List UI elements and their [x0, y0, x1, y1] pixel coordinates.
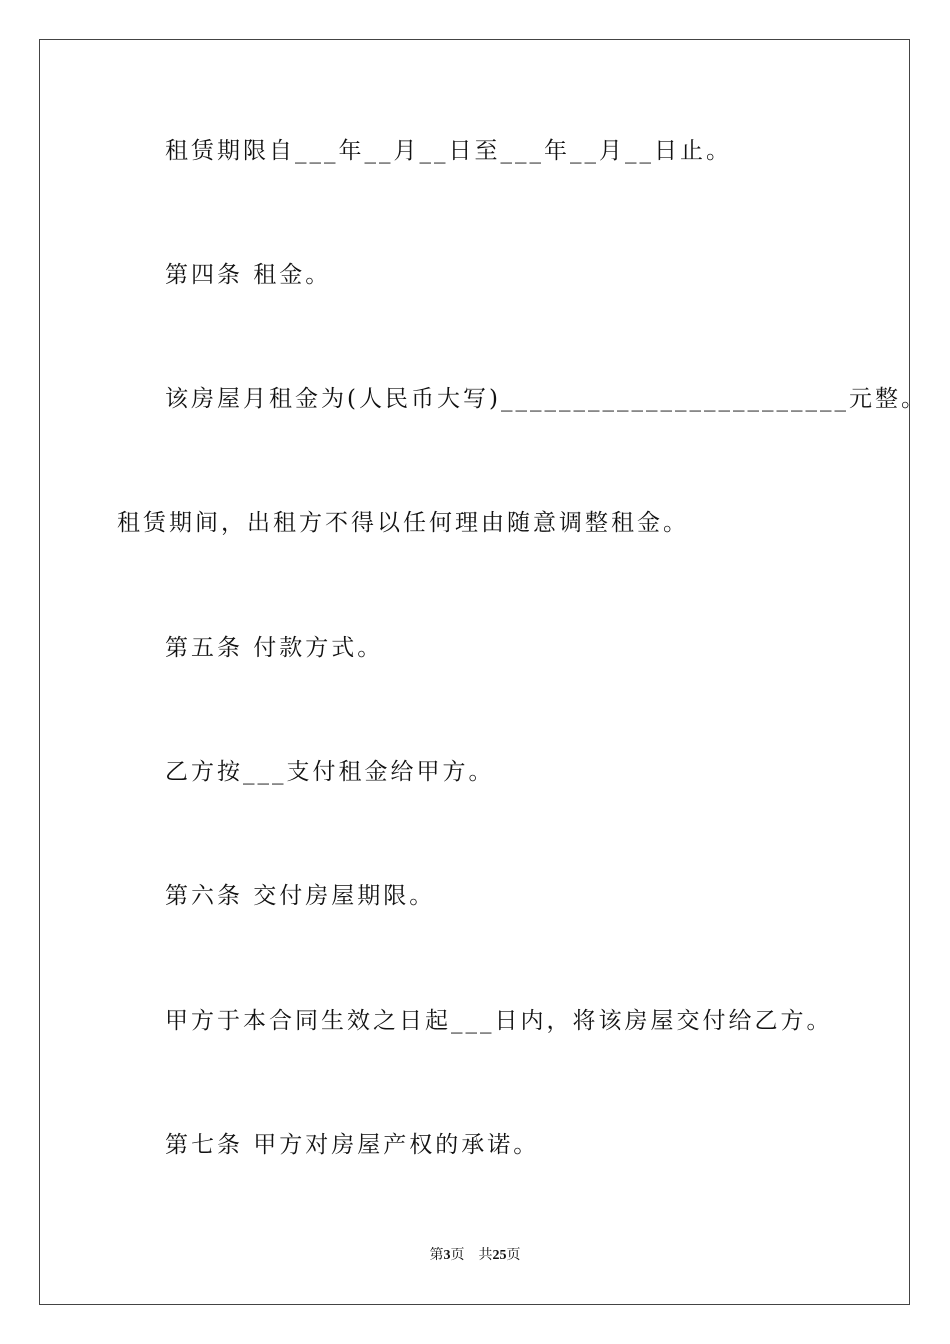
article-5-heading: 第五条 付款方式。: [165, 635, 384, 661]
current-page-number: 3: [443, 1248, 451, 1263]
paragraph-lease-term: 租赁期限自___年__月__日至___年__月__日止。: [165, 138, 732, 164]
article-4-heading: 第四条 租金。: [165, 262, 332, 288]
page-number-prefix: 第: [429, 1248, 444, 1263]
paragraph-delivery-period: 甲方于本合同生效之日起___日内，将该房屋交付给乙方。: [165, 1008, 833, 1034]
page-footer: [0, 1246, 950, 1266]
page-frame: [39, 39, 910, 1305]
total-pages-suffix: 页: [506, 1248, 521, 1263]
total-page-count: 25: [492, 1248, 507, 1263]
page-number-suffix: 页: [450, 1248, 465, 1263]
article-6-heading: 第六条 交付房屋期限。: [165, 883, 436, 909]
paragraph-rent-adjustment: 租赁期间，出租方不得以任何理由随意调整租金。: [117, 510, 689, 536]
article-7-heading: 第七条 甲方对房屋产权的承诺。: [165, 1132, 540, 1158]
paragraph-monthly-rent: 该房屋月租金为(人民币大写)________________________元整。: [165, 386, 927, 412]
paragraph-payment-method: 乙方按___支付租金给甲方。: [165, 759, 495, 785]
total-pages-prefix: 共: [478, 1248, 493, 1263]
